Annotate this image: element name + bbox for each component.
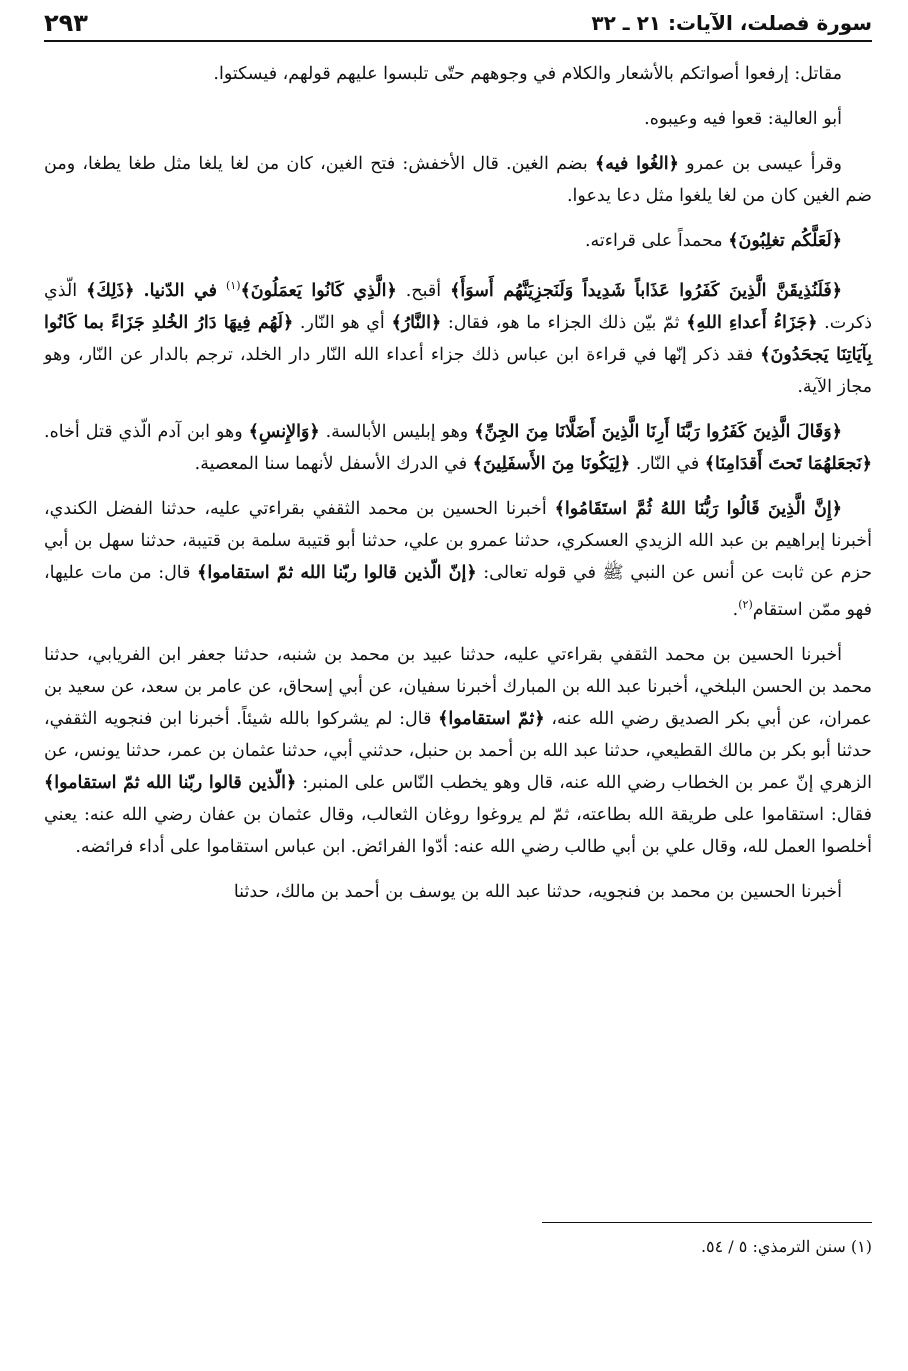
text-run: أبو العالية: قعوا فيه وعيبوه.	[644, 109, 842, 129]
quran-quote: ﴿إِنَّ الَّذِينَ قَالُوا رَبُّنَا اللهُ ثُمَّ استَقَامُوا﴾	[554, 498, 842, 519]
quran-quote: ﴿فَلَنُذِيقَنَّ الَّذِينَ كَفَرُوا عَذَاباً شَدِيداً وَلَنَجزِيَنَّهُم أَسوَأَ﴾	[450, 280, 842, 301]
text-run: ثمّ بيّن ذلك الجزاء ما هو، فقال:	[441, 312, 687, 333]
footnote-marker: (١)	[225, 279, 241, 292]
text-run: وقرأ عيسى بن عمرو	[678, 154, 842, 174]
text-run: وهو ابن آدم الّذي قتل أخاه.	[44, 421, 249, 442]
page-header	[44, 6, 872, 42]
text-run	[134, 281, 143, 301]
page-body	[44, 58, 872, 921]
footnote-marker: (٢)	[738, 597, 753, 611]
text-run	[217, 281, 226, 301]
paragraph	[44, 639, 872, 863]
footnotes	[44, 1234, 872, 1260]
paragraph	[44, 876, 872, 908]
text-run: أي هو النّار.	[293, 312, 392, 333]
text-run: محمداً على قراءته.	[584, 231, 729, 251]
text-run: بضم الغين. قال الأخفش: فتح الغين، كان من لغا يلغا مثل طغا يطغا، ومن ضم الغين كان من لغا يلغوا مثل دعا يدعوا.	[44, 154, 872, 206]
paragraph	[44, 225, 872, 257]
text-run: أخبرنا الحسين بن محمد الثقفي بقراءتي عليه، حدثنا عبيد بن محمد بن شنبه، حدثنا جعفر ابن الفريابي، حدثنا محمد بن الحسن البلخي، أخبرنا عبد الله بن المبارك أخبرنا سفيان، عن أبي إسحاق، عن عامر بن سعد، عن سعيد بن عمران، عن أبي بكر الصديق رضي الله عنه،	[44, 644, 872, 729]
quran-quote: ﴿لَهُم فِيهَا دَارُ الخُلدِ جَزَاءً بما كَانُوا بِآيَاتِنَا يَجحَدُونَ﴾	[44, 312, 873, 365]
surah-heading: سورة فصلت، الآيات: ٢١ ـ ٣٢	[591, 11, 872, 35]
quran-quote: ﴿النَّارُ﴾	[391, 312, 442, 333]
quran-quote: ﴿نَجعَلهُمَا تَحتَ أَقدَامِنَا﴾	[704, 453, 872, 474]
text-run: أقبح.	[396, 280, 451, 301]
footnote-divider	[542, 1222, 872, 1223]
quran-quote: ﴿جَزَاءُ أَعداءِ اللهِ﴾	[686, 312, 818, 333]
quran-quote: ﴿وَالإِنسِ﴾	[248, 421, 320, 442]
text-run: أخبرنا الحسين بن محمد الثقفي بقراءتي عليه، حدثنا الفضل الكندي، أخبرنا إبراهيم بن عبد الله الزيدي العسكري، حدثنا عمرو بن علي، حدثنا أبو قتيبة سلمة بن قتيبة، حدثنا سهل بن أبي حزم عن ثابت عن أنس عن النبي ﷺ في قوله تعالى:	[44, 498, 873, 583]
quran-quote: ﴿ذَلِكَ﴾	[86, 280, 135, 301]
quran-quote: ﴿إنّ الّذين قالوا ربّنا الله ثمّ استقاموا﴾	[197, 562, 477, 583]
text-run: في الدرك الأسفل لأنهما سنا المعصية.	[194, 453, 473, 474]
quran-quote: ﴿الغُوا فيه﴾	[595, 154, 679, 174]
text-run: مقاتل: إرفعوا أصواتكم بالأشعار والكلام في وجوههم حتّى تلبسوا عليهم قولهم، فيسكتوا.	[213, 64, 842, 84]
text-run: وهو إبليس الأبالسة.	[319, 421, 475, 442]
footnote-item: (١) سنن الترمذي: ٥ / ٥٤.	[700, 1237, 872, 1256]
text-run: فقد ذكر إنّها في قراءة ابن عباس ذلك جزاء أعداء الله النّار دار الخلد، ترجم بالدار عن النّار، وهو مجاز الآية.	[44, 344, 872, 397]
paragraph	[44, 493, 872, 626]
quran-quote: ﴿وَقَالَ الَّذِينَ كَفَرُوا رَبَّنَا أَرِنَا الَّذِينَ أَضَلَّانَا مِنَ الجِنِّ﴾	[474, 421, 842, 442]
paragraph	[44, 103, 872, 135]
text-run: في النّار.	[630, 453, 705, 474]
paragraph	[44, 58, 872, 90]
paragraph	[44, 416, 872, 480]
page-number: ٢٩٣	[44, 9, 88, 37]
text-run: قال: لم يشركوا بالله شيئاً. أخبرنا ابن فنجويه الثقفي، حدثنا أبو بكر بن مالك القطيعي، حدثنا عبد الله بن أحمد بن حنبل، حدثني أبي، حدثنا عثمان بن عمر، حدثنا يونس، عن الزهري إنّ عمر بن الخطاب رضي الله عنه، قال وهو يخطب النّاس على المنبر:	[44, 708, 872, 793]
quran-quote: ﴿لَعَلَّكُم تغلِبُونَ﴾	[728, 231, 842, 251]
quran-quote: ﴿الَّذِي كَانُوا يَعمَلُونَ﴾	[240, 280, 397, 301]
text-run: أخبرنا الحسين بن محمد بن فنجويه، حدثنا عبد الله بن يوسف بن أحمد بن مالك، حدثنا	[233, 881, 842, 902]
text-run: الّذي ذكرت.	[44, 280, 872, 333]
paragraph	[44, 270, 872, 403]
text-run: قال: من مات عليها، فهو ممّن استقام	[44, 562, 872, 620]
text-run: .	[732, 599, 739, 620]
quran-quote: ﴿لِيَكُونَا مِنَ الأَسفَلِينَ﴾	[472, 453, 631, 474]
quran-quote: ﴿ثمّ استقاموا﴾	[438, 708, 545, 729]
quran-quote: في الدّنيا.	[143, 280, 217, 301]
quran-quote: ﴿الّذين قالوا ربّنا الله ثمّ استقاموا﴾	[44, 772, 297, 793]
book-page	[44, 0, 872, 1371]
paragraph	[44, 148, 872, 212]
text-run: فقال: استقاموا على طريقة الله بطاعته، ثمّ لم يروغوا روغان الثعالب، وقال عثمان بن عفان رضي الله عنه: يعني أخلصوا العمل لله، وقال علي بن أبي طالب رضي الله عنه: أدّوا الفرائض. ابن عباس استقاموا على أداء فرائضه.	[44, 804, 872, 857]
